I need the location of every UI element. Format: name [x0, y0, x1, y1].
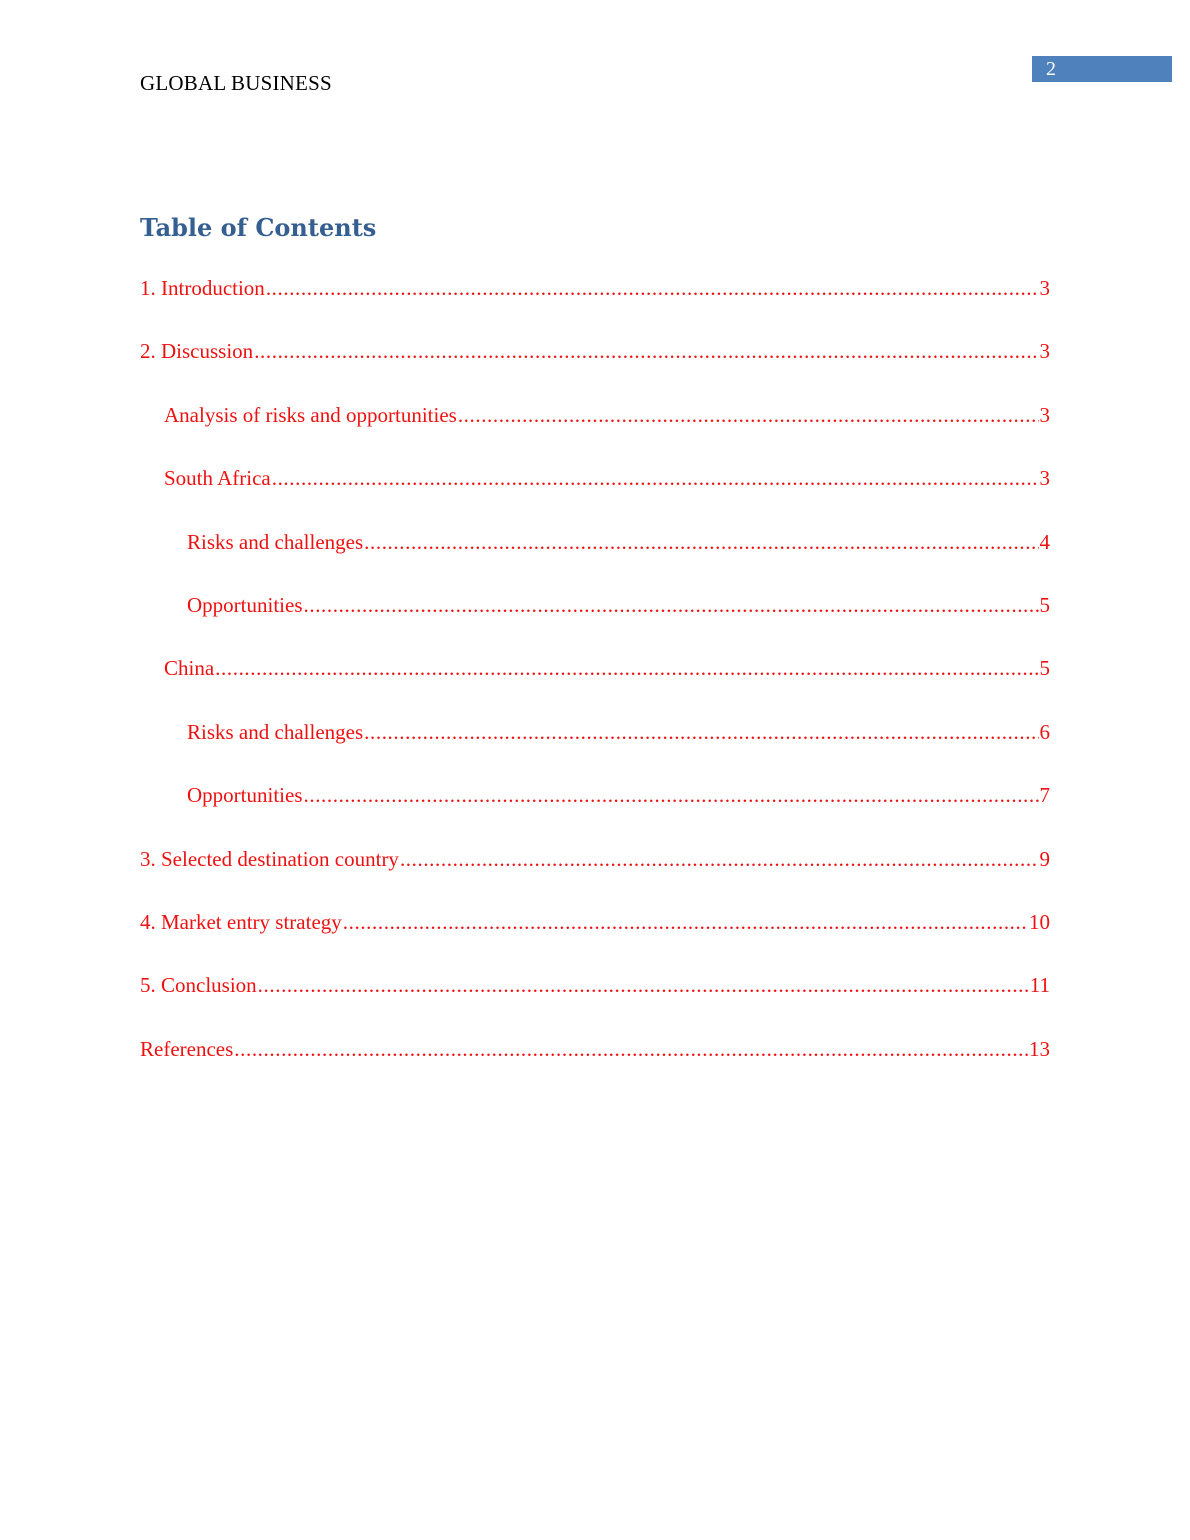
- toc-entry-page: 6: [1039, 719, 1050, 744]
- toc-entry-page: 3: [1039, 276, 1050, 300]
- page-number: 2: [1046, 58, 1056, 80]
- toc-entry-label: 1. Introduction: [140, 276, 265, 300]
- toc-entry-page: 9: [1039, 846, 1050, 871]
- toc-entry-label: Opportunities: [187, 592, 303, 617]
- toc-entry-sa-opportunities[interactable]: [140, 593, 1050, 656]
- toc-entry-label: Opportunities: [187, 783, 303, 808]
- toc-entry-sa-risks[interactable]: [140, 530, 1050, 593]
- toc-entry-label: Analysis of risks and opportunities: [164, 402, 457, 427]
- toc-entry-page: 13: [1029, 1036, 1050, 1061]
- toc-entry-page: 3: [1039, 466, 1050, 491]
- toc-entry-market-entry[interactable]: [140, 910, 1050, 973]
- toc-entry-discussion[interactable]: [140, 339, 1050, 402]
- toc-entry-label: 2. Discussion: [140, 339, 254, 364]
- toc-dot-leader: [364, 530, 1038, 555]
- toc-entry-page: 5: [1039, 592, 1050, 617]
- toc-dot-leader: [215, 656, 1038, 681]
- toc-dot-leader: [258, 973, 1029, 998]
- toc-dot-leader: [400, 847, 1039, 872]
- toc-entry-page: 3: [1039, 339, 1050, 364]
- toc-entry-china-opportunities[interactable]: [140, 783, 1050, 846]
- toc-heading: Table of Contents: [140, 213, 377, 242]
- toc-entry-south-africa[interactable]: [140, 466, 1050, 529]
- toc-entry-page: 5: [1039, 656, 1050, 681]
- toc-dot-leader: [304, 593, 1039, 618]
- toc-entry-page: 10: [1029, 909, 1050, 934]
- toc-entry-page: 11: [1029, 973, 1050, 998]
- toc-entry-page: 7: [1039, 783, 1050, 808]
- toc-entry-introduction[interactable]: [140, 276, 1050, 339]
- toc-entry-conclusion[interactable]: [140, 973, 1050, 1036]
- running-head: GLOBAL BUSINESS: [140, 71, 332, 95]
- toc-entry-china-risks[interactable]: [140, 720, 1050, 783]
- toc-dot-leader: [304, 783, 1039, 808]
- toc-entry-references[interactable]: [140, 1037, 1050, 1100]
- table-of-contents: [140, 276, 1050, 1100]
- toc-dot-leader: [254, 339, 1038, 364]
- toc-entry-label: South Africa: [164, 466, 271, 491]
- toc-entry-page: 3: [1039, 402, 1050, 427]
- toc-entry-label: Risks and challenges: [187, 719, 364, 744]
- toc-entry-label: References: [140, 1036, 234, 1061]
- toc-entry-label: 5. Conclusion: [140, 973, 257, 998]
- toc-dot-leader: [234, 1037, 1028, 1062]
- toc-entry-label: 4. Market entry strategy: [140, 909, 342, 934]
- toc-entry-page: 4: [1039, 529, 1050, 554]
- toc-dot-leader: [272, 466, 1039, 491]
- toc-dot-leader: [364, 720, 1038, 745]
- toc-entry-label: 3. Selected destination country: [140, 846, 399, 871]
- toc-entry-label: Risks and challenges: [187, 529, 364, 554]
- toc-entry-label: China: [164, 656, 215, 681]
- toc-dot-leader: [458, 403, 1039, 428]
- toc-entry-analysis[interactable]: [140, 403, 1050, 466]
- toc-entry-destination-country[interactable]: [140, 847, 1050, 910]
- toc-dot-leader: [266, 276, 1039, 301]
- page-number-badge: [1032, 56, 1172, 82]
- toc-dot-leader: [343, 910, 1028, 935]
- toc-entry-china[interactable]: [140, 656, 1050, 719]
